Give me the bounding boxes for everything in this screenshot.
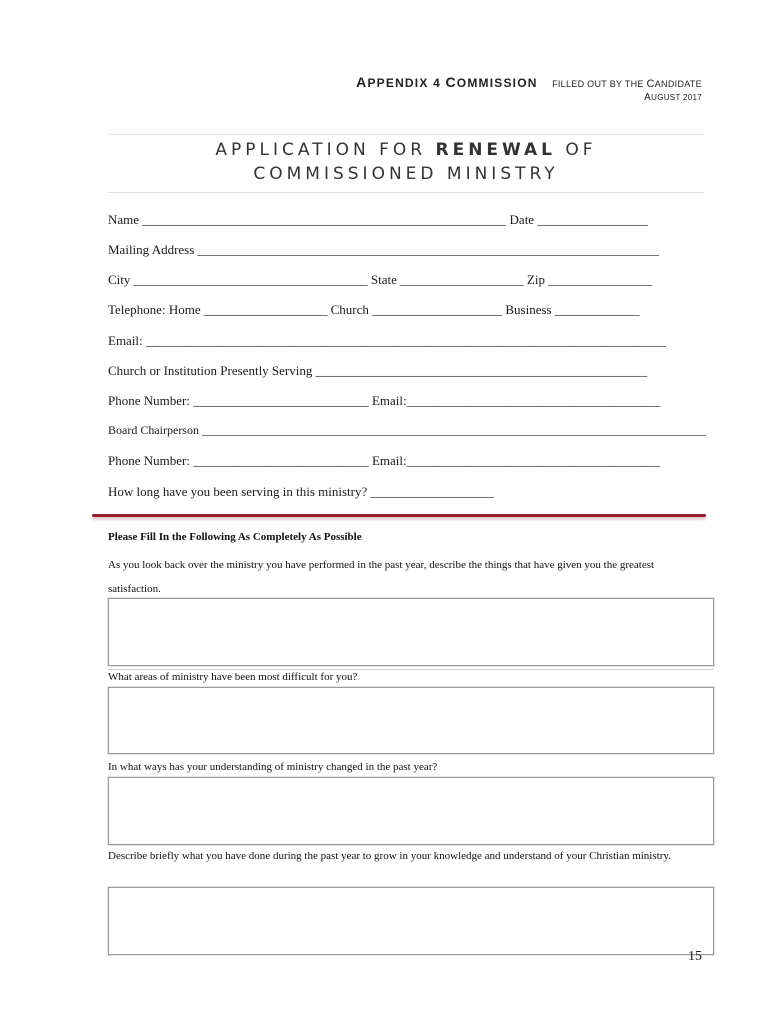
page-number: 15 — [688, 949, 702, 964]
mailing-address-field[interactable]: Mailing Address _______________________________________________________________________ — [108, 242, 660, 257]
chair-phone-email-field[interactable]: Phone Number: ___________________________ Email:_______________________________________ — [108, 453, 661, 468]
church-institution-field[interactable]: Church or Institution Presently Serving ___________________________________________________ — [108, 363, 648, 378]
question-understanding: In what ways has your understanding of ministry changed in the past year? — [108, 761, 438, 773]
question-difficult: What areas of ministry have been most difficult for you? — [108, 671, 358, 683]
appendix-label: APPENDIX 4 COMMISSION — [356, 74, 538, 90]
filled-by-label: FILLED OUT BY THE CANDIDATE — [552, 78, 702, 90]
telephone-field[interactable]: Telephone: Home ___________________ Church ____________________ Business _____________ — [108, 302, 640, 317]
question-growth: Describe briefly what you have done during the past year to grow in your knowledge and understand of your Christian ministry. — [108, 850, 671, 862]
answer-box-understanding[interactable] — [108, 777, 714, 845]
church-phone-email-field[interactable]: Phone Number: ___________________________ Email:_______________________________________ — [108, 393, 661, 408]
title-rule-top — [108, 134, 704, 135]
page-title: APPLICATION FOR RENEWAL OF COMMISSIONED MINISTRY — [215, 140, 597, 184]
answer-box-satisfaction[interactable] — [108, 598, 714, 666]
answer-box-growth[interactable] — [108, 887, 714, 955]
question-satisfaction: As you look back over the ministry you have performed in the past year, describe the things that have given you the greatest satisfaction. — [108, 559, 655, 595]
title-rule-bottom — [108, 192, 704, 193]
answer-box-difficult[interactable] — [108, 687, 714, 754]
document-header — [356, 74, 702, 92]
city-state-zip-field[interactable]: City ____________________________________ State ___________________ Zip ________________ — [108, 272, 653, 287]
email-field[interactable]: Email: ________________________________________________________________________________ — [108, 333, 666, 348]
board-chairperson-field[interactable]: Board Chairperson ____________________________________________________________________________________ — [108, 423, 706, 437]
section-divider — [92, 514, 706, 517]
header-date: AUGUST 2017 — [644, 92, 702, 103]
name-date-field[interactable]: Name ________________________________________________________ Date _________________ — [108, 212, 648, 227]
years-serving-field[interactable]: How long have you been serving in this ministry? ___________________ — [108, 484, 494, 499]
section-title: Please Fill In the Following As Completely As Possible — [108, 531, 362, 543]
